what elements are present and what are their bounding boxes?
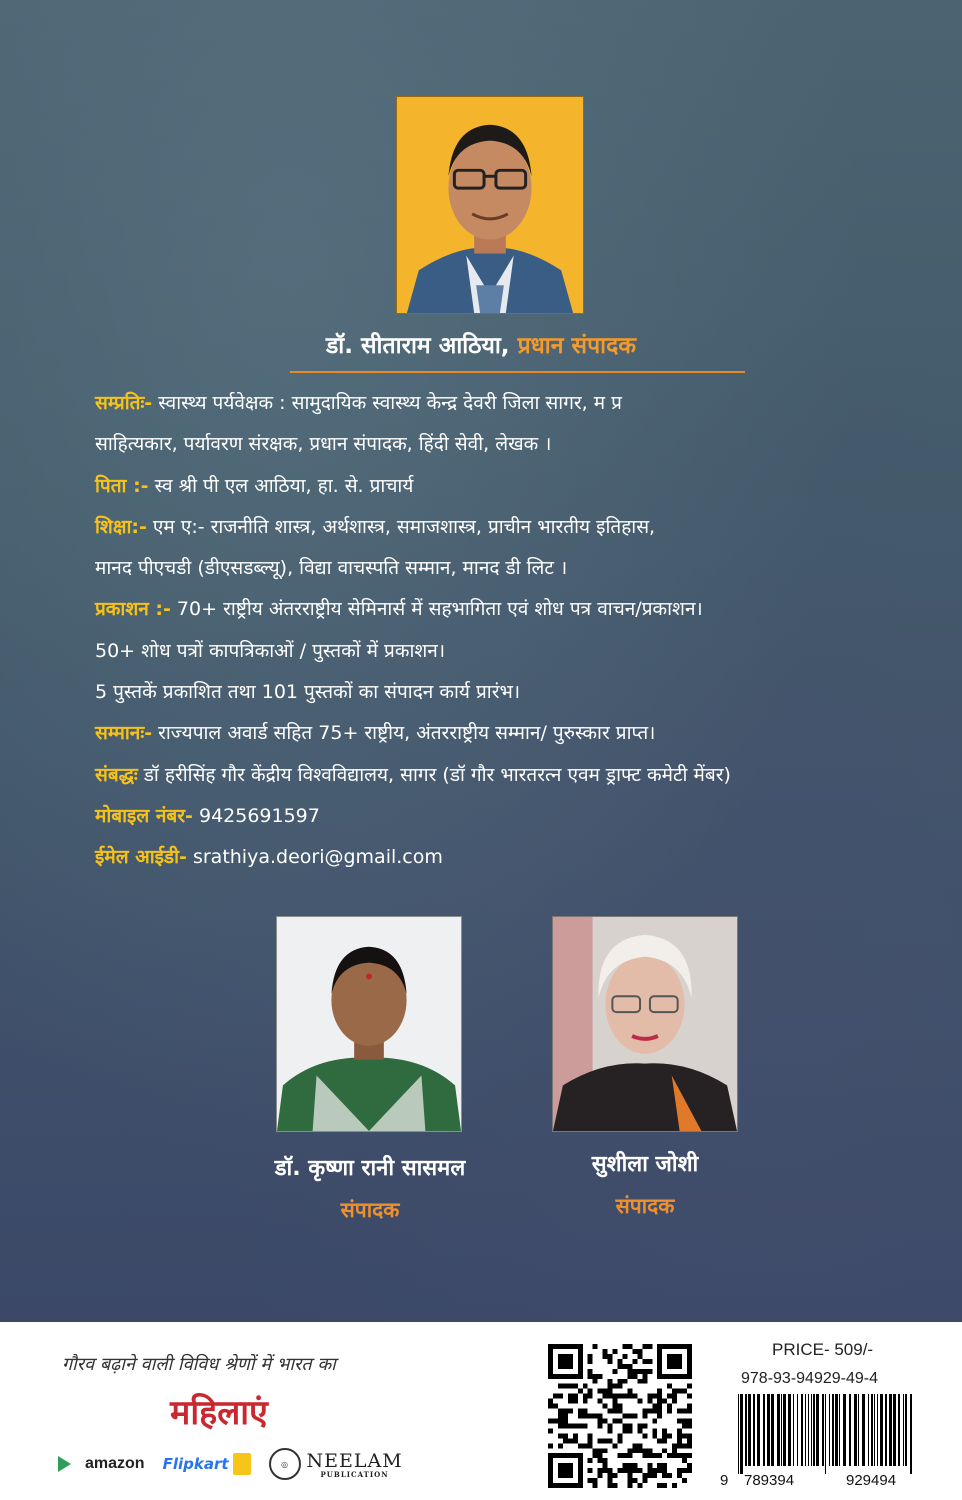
editor-photo-krishna xyxy=(276,916,462,1132)
bio-line: सम्मानः- राज्यपाल अवार्ड सहित 75+ राष्ट्रीय, अंतरराष्ट्रीय सम्मान/ पुरुस्कार प्राप्त। xyxy=(95,722,656,745)
editor-role-sushila: संपादक xyxy=(615,1194,675,1218)
retailer-logos xyxy=(58,1444,421,1484)
editor-photo-sushila xyxy=(552,916,738,1132)
bio-line: 5 पुस्तकें प्रकाशित तथा 101 पुस्तकों का संपादन कार्य प्रारंभ। xyxy=(95,681,521,704)
bio-line: 50+ शोध पत्रों कापत्रिकाओं / पुस्तकों में प्रकाशन। xyxy=(95,639,446,662)
chief-editor-role: प्रधान संपादक xyxy=(517,333,636,359)
neelam-logo xyxy=(269,1448,403,1480)
isbn: 978-93-94929-49-4 xyxy=(741,1370,878,1387)
flipkart-text: Flipkart xyxy=(162,1455,229,1473)
bio-line: सम्प्रतिः- स्वास्थ्य पर्यवेक्षक : सामुदायिक स्वास्थ्य केन्द्र देवरी जिला सागर, म प्र xyxy=(95,392,622,414)
bio-line: शिक्षा:- एम ए:- राजनीति शास्त्र, अर्थशास्त्र, समाजशास्त्र, प्राचीन भारतीय इतिहास, xyxy=(95,515,656,538)
publisher-seal-icon: ◎ xyxy=(269,1448,301,1480)
play-store-logo xyxy=(58,1455,145,1473)
bio-block xyxy=(95,388,915,884)
bio-line: साहित्यकार, पर्यावरण संरक्षक, प्रधान संपादक, हिंदी सेवी, लेखक । xyxy=(95,433,552,456)
bio-line: संबद्धः डॉ हरीसिंह गौर केंद्रीय विश्वविद्यालय, सागर (डॉ गौर भारतरत्न एवम ड्राफ्ट कमेटी मेंबर) xyxy=(95,763,731,786)
book-tagline: गौरव बढ़ाने वाली विविध श्रेणों में भारत का xyxy=(62,1354,336,1375)
bio-line: पिता :- स्व श्री पी एल आठिया, हा. से. प्राचार्य xyxy=(95,474,414,497)
bio-line: प्रकाशन :- 70+ राष्ट्रीय अंतरराष्ट्रीय सेमिनार्स में सहभागिता एवं शोध पत्र वाचन/प्रकाशन। xyxy=(95,598,703,621)
editor-role-krishna: संपादक xyxy=(340,1198,400,1222)
chief-editor-photo xyxy=(396,96,584,314)
publisher-sub: PUBLICATION xyxy=(320,1469,389,1479)
bio-line: ईमेल आईडी- srathiya.deori@gmail.com xyxy=(95,846,443,869)
bio-line: मानद पीएचडी (डीएसडब्ल्यू), विद्या वाचस्पति सम्मान, मानद डी लिट । xyxy=(95,557,568,580)
barcode xyxy=(736,1394,914,1474)
flipkart-logo xyxy=(163,1453,251,1475)
editor-name-krishna: डॉ. कृष्णा रानी सासमल xyxy=(274,1156,466,1181)
back-cover-footer xyxy=(0,1322,962,1500)
play-store-icon xyxy=(58,1456,71,1472)
price: PRICE- 509/- xyxy=(772,1340,874,1359)
barcode-lead-digit: 9 xyxy=(720,1472,729,1489)
divider-line xyxy=(290,371,745,373)
chief-editor-name xyxy=(0,328,962,360)
chief-editor-name-text: डॉ. सीताराम आठिया, xyxy=(325,333,510,359)
publisher-name: NEELAM xyxy=(306,1449,403,1472)
barcode-left-digits: 789394 xyxy=(744,1472,795,1489)
editor-name-sushila: सुशीला जोशी xyxy=(591,1152,699,1177)
amazon-logo: amazon xyxy=(85,1455,145,1472)
book-title: महिलाएं xyxy=(170,1393,268,1433)
bio-line: मोबाइल नंबर- 9425691597 xyxy=(95,804,320,827)
qr-code xyxy=(548,1344,692,1488)
flipkart-bag-icon xyxy=(233,1453,251,1475)
barcode-right-digits: 929494 xyxy=(846,1472,897,1489)
